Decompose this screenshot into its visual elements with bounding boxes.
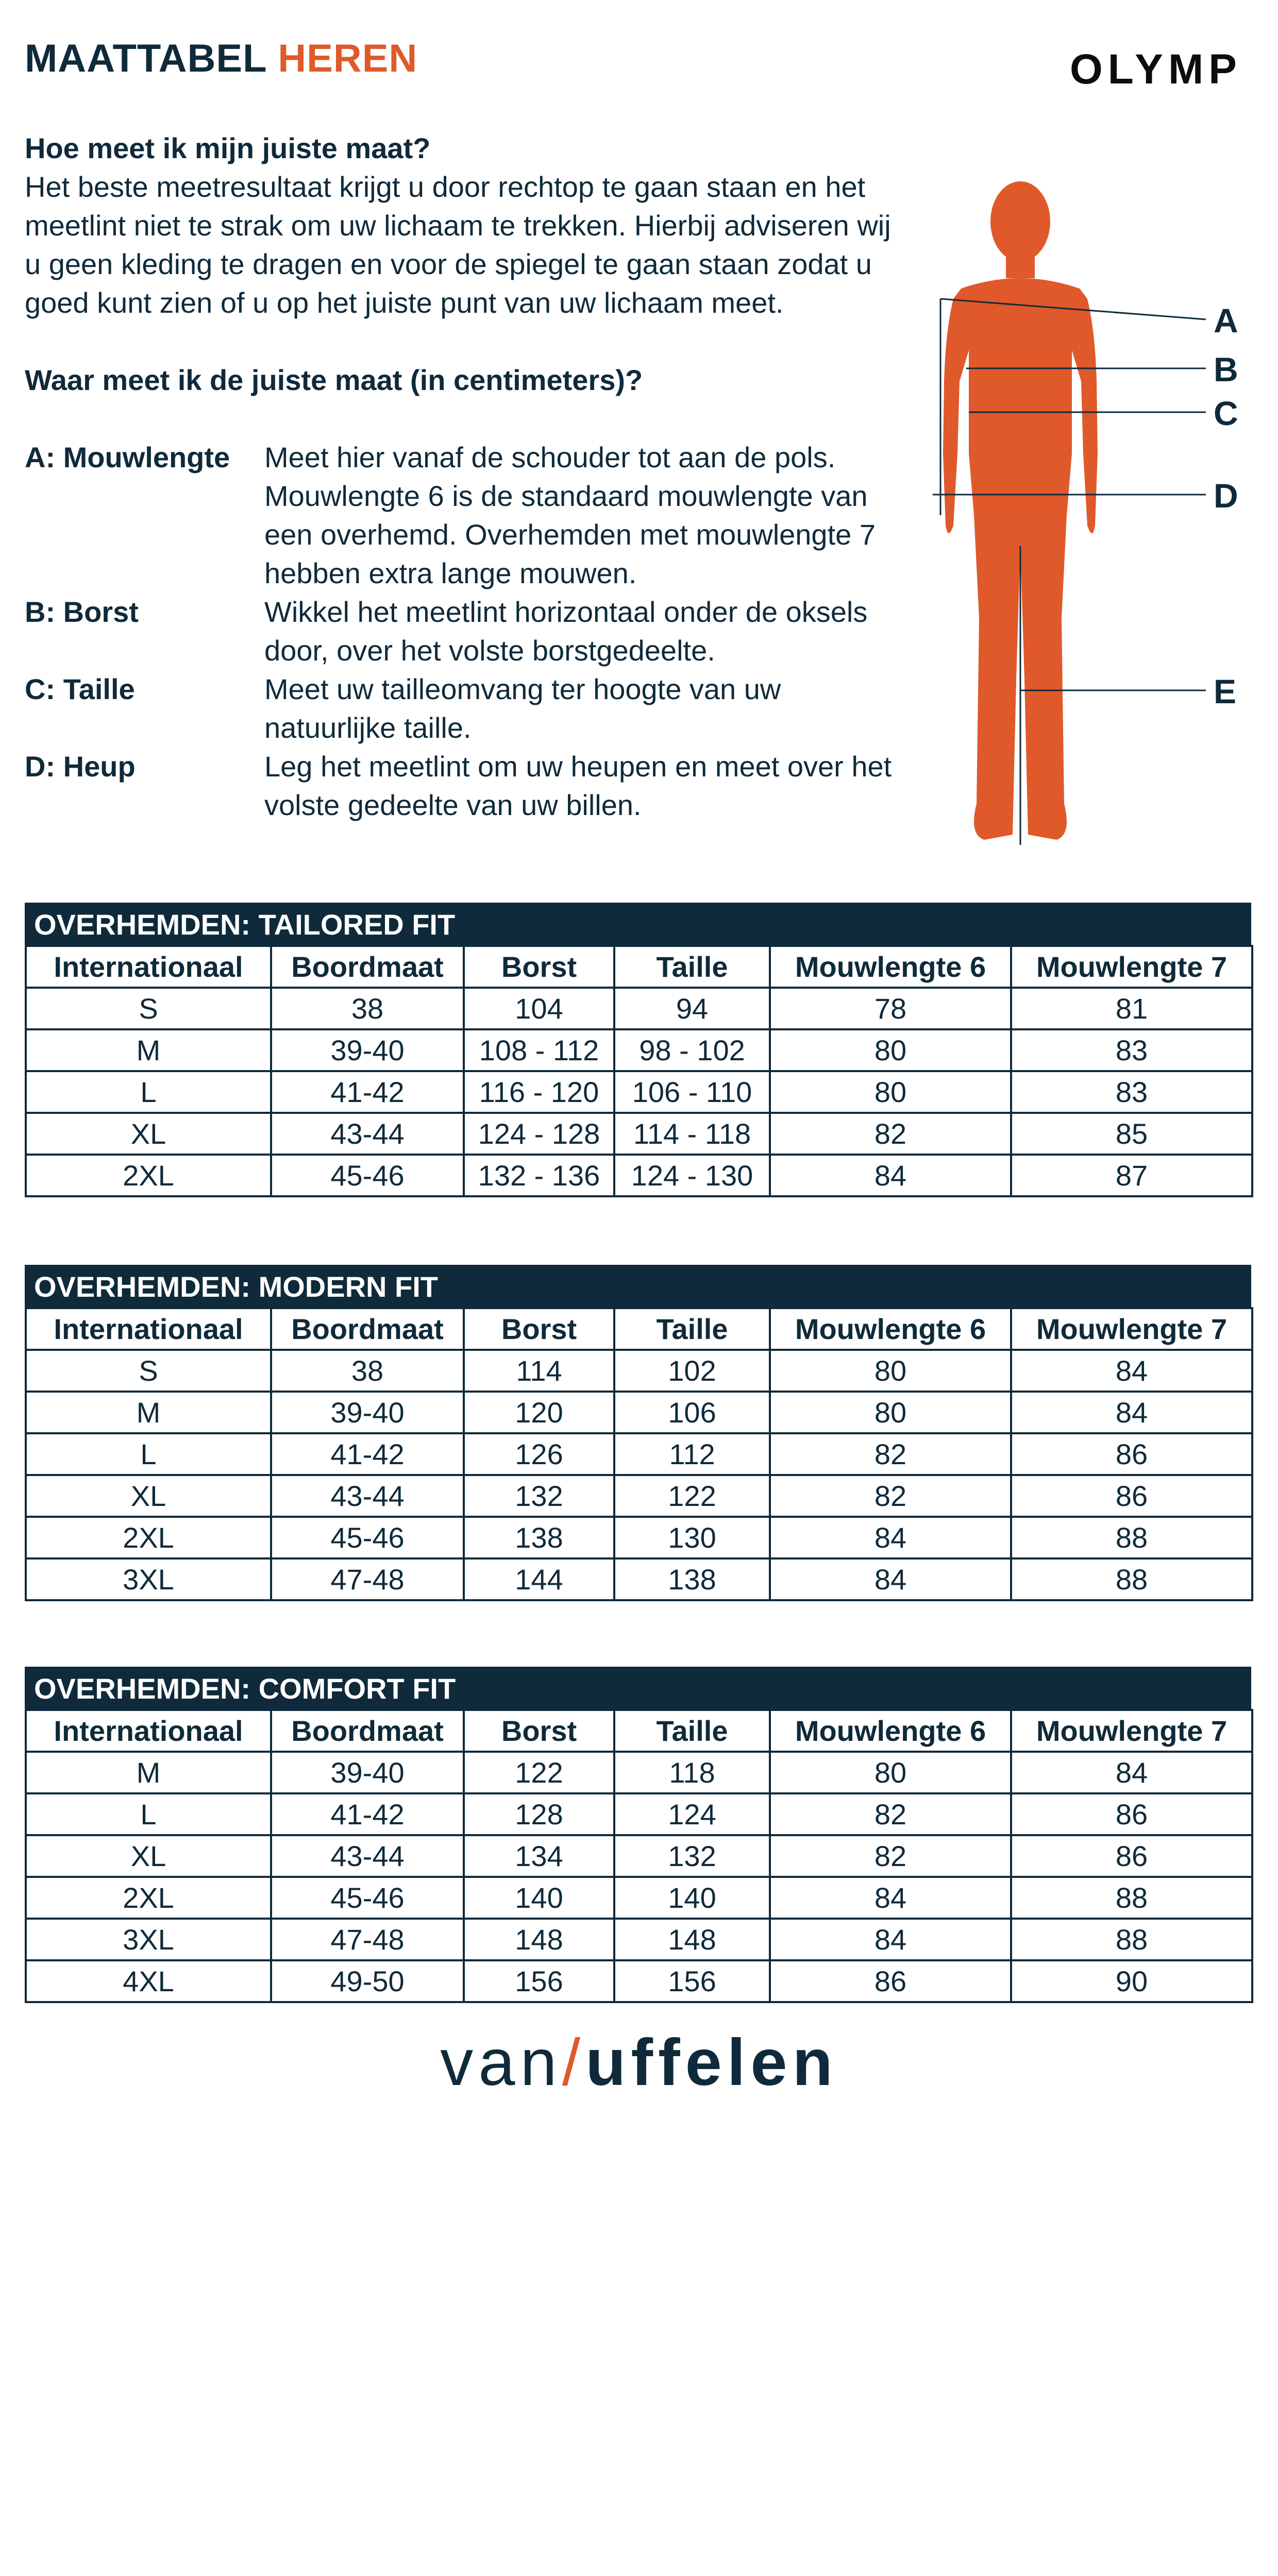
cell: 38 [271, 1350, 464, 1392]
cell: 98 - 102 [614, 1029, 770, 1071]
cell: 88 [1011, 1517, 1252, 1558]
cell: 80 [770, 1071, 1011, 1113]
col-header: Boordmaat [271, 946, 464, 988]
cell: 156 [614, 1960, 770, 2002]
cell: 124 [614, 1793, 770, 1835]
cell: 86 [1011, 1433, 1252, 1475]
col-header: Internationaal [26, 946, 271, 988]
cell: 134 [464, 1835, 614, 1877]
cell: 47-48 [271, 1558, 464, 1600]
label-e: E [1214, 672, 1237, 710]
brand-slash: / [562, 2026, 586, 2099]
cell: 116 - 120 [464, 1071, 614, 1113]
cell: XL [26, 1835, 271, 1877]
cell: 43-44 [271, 1835, 464, 1877]
label-d: D [1214, 477, 1238, 515]
cell: 128 [464, 1793, 614, 1835]
table-row [26, 1350, 1252, 1392]
van-uffelen-logo [0, 2025, 1278, 2100]
cell: 84 [770, 1155, 1011, 1196]
table-row [26, 1793, 1252, 1835]
table-row [26, 1155, 1252, 1196]
col-header: Borst [464, 946, 614, 988]
definition-taille [25, 670, 911, 747]
cell: 47-48 [271, 1919, 464, 1960]
cell: 87 [1011, 1155, 1252, 1196]
cell: 78 [770, 988, 1011, 1029]
cell: 112 [614, 1433, 770, 1475]
cell: 82 [770, 1433, 1011, 1475]
col-header: Taille [614, 946, 770, 988]
cell: 84 [770, 1919, 1011, 1960]
cell: 41-42 [271, 1433, 464, 1475]
cell: 3XL [26, 1558, 271, 1600]
col-header: Mouwlengte 7 [1011, 1308, 1252, 1350]
title-main: MAATTABEL [25, 37, 267, 80]
cell: 102 [614, 1350, 770, 1392]
cell: 108 - 112 [464, 1029, 614, 1071]
page-title [25, 36, 417, 81]
title-accent: HEREN [278, 37, 418, 80]
cell: 86 [1011, 1793, 1252, 1835]
cell: 114 [464, 1350, 614, 1392]
cell: 86 [1011, 1475, 1252, 1517]
cell: M [26, 1392, 271, 1433]
cell: 41-42 [271, 1793, 464, 1835]
intro-section [25, 129, 911, 399]
cell: 4XL [26, 1960, 271, 2002]
header-row [26, 946, 1252, 988]
body-measurement-figure [917, 165, 1257, 876]
label-b: B [1214, 350, 1238, 388]
col-header: Mouwlengte 7 [1011, 1710, 1252, 1752]
cell: L [26, 1071, 271, 1113]
definition-mouwlengte [25, 438, 911, 592]
col-header: Borst [464, 1710, 614, 1752]
cell: 45-46 [271, 1877, 464, 1919]
cell: 45-46 [271, 1155, 464, 1196]
definition-term: B: Borst [25, 596, 139, 628]
cell: 104 [464, 988, 614, 1029]
cell: 90 [1011, 1960, 1252, 2002]
cell: L [26, 1433, 271, 1475]
cell: 126 [464, 1433, 614, 1475]
definition-heup [25, 747, 911, 824]
col-header: Internationaal [26, 1308, 271, 1350]
col-header: Boordmaat [271, 1308, 464, 1350]
table-title: OVERHEMDEN: TAILORED FIT [25, 903, 1251, 945]
cell: 132 [614, 1835, 770, 1877]
cell: 80 [770, 1752, 1011, 1793]
col-header: Taille [614, 1710, 770, 1752]
cell: 106 - 110 [614, 1071, 770, 1113]
table-title: OVERHEMDEN: MODERN FIT [25, 1265, 1251, 1307]
cell: 130 [614, 1517, 770, 1558]
intro-text: Het beste meetresultaat krijgt u door rechtop te gaan staan en het meetlint niet te strak om uw lichaam te trekken. Hierbij adviseren wij u geen kleding te dragen en voor de spiegel te gaan staan zodat u goed kunt zien of u op het juiste punt van uw lichaam meet. [25, 171, 891, 319]
cell: XL [26, 1113, 271, 1155]
table-title: OVERHEMDEN: COMFORT FIT [25, 1667, 1251, 1709]
definition-desc: Meet uw tailleomvang ter hoogte van uw natuurlijke taille. [264, 673, 781, 744]
cell: 84 [1011, 1752, 1252, 1793]
cell: 148 [614, 1919, 770, 1960]
cell: 84 [770, 1558, 1011, 1600]
table-row [26, 1558, 1252, 1600]
cell: 88 [1011, 1877, 1252, 1919]
cell: S [26, 988, 271, 1029]
cell: 45-46 [271, 1517, 464, 1558]
definition-term: A: Mouwlengte [25, 441, 230, 473]
cell: 124 - 128 [464, 1113, 614, 1155]
cell: 138 [614, 1558, 770, 1600]
table-comfort-fit [25, 1667, 1251, 2003]
cell: 84 [770, 1517, 1011, 1558]
col-header: Mouwlengte 6 [770, 1710, 1011, 1752]
cell: 43-44 [271, 1475, 464, 1517]
cell: 94 [614, 988, 770, 1029]
cell: 132 - 136 [464, 1155, 614, 1196]
col-header: Internationaal [26, 1710, 271, 1752]
cell: 86 [770, 1960, 1011, 2002]
size-table [25, 945, 1253, 1197]
col-header: Mouwlengte 7 [1011, 946, 1252, 988]
table-row [26, 1392, 1252, 1433]
col-header: Mouwlengte 6 [770, 946, 1011, 988]
definition-term: D: Heup [25, 750, 136, 783]
cell: 2XL [26, 1877, 271, 1919]
cell: 84 [770, 1877, 1011, 1919]
cell: 86 [1011, 1835, 1252, 1877]
cell: 82 [770, 1475, 1011, 1517]
intro-question: Hoe meet ik mijn juiste maat? [25, 132, 431, 164]
cell: 81 [1011, 988, 1252, 1029]
cell: 140 [464, 1877, 614, 1919]
size-table [25, 1709, 1253, 2003]
definition-desc: Meet hier vanaf de schouder tot aan de pols. Mouwlengte 6 is de standaard mouwlengte van een overhemd. Overhemden met mouwlengte 7 hebben extra lange mouwen. [264, 441, 876, 589]
table-row [26, 1960, 1252, 2002]
table-row [26, 1029, 1252, 1071]
cell: 49-50 [271, 1960, 464, 2002]
measure-question: Waar meet ik de juiste maat (in centimeters)? [25, 364, 643, 396]
cell: 138 [464, 1517, 614, 1558]
cell: 43-44 [271, 1113, 464, 1155]
cell: 114 - 118 [614, 1113, 770, 1155]
cell: S [26, 1350, 271, 1392]
cell: 144 [464, 1558, 614, 1600]
cell: 118 [614, 1752, 770, 1793]
cell: 88 [1011, 1919, 1252, 1960]
cell: 2XL [26, 1517, 271, 1558]
cell: 80 [770, 1029, 1011, 1071]
definition-desc: Leg het meetlint om uw heupen en meet over het volste gedeelte van uw billen. [264, 750, 892, 821]
cell: 88 [1011, 1558, 1252, 1600]
table-row [26, 1919, 1252, 1960]
cell: 83 [1011, 1071, 1252, 1113]
cell: 39-40 [271, 1752, 464, 1793]
cell: 82 [770, 1793, 1011, 1835]
cell: 85 [1011, 1113, 1252, 1155]
cell: 120 [464, 1392, 614, 1433]
cell: 122 [464, 1752, 614, 1793]
col-header: Boordmaat [271, 1710, 464, 1752]
cell: 39-40 [271, 1392, 464, 1433]
cell: 122 [614, 1475, 770, 1517]
cell: 39-40 [271, 1029, 464, 1071]
cell: 3XL [26, 1919, 271, 1960]
cell: 106 [614, 1392, 770, 1433]
col-header: Mouwlengte 6 [770, 1308, 1011, 1350]
table-row [26, 1752, 1252, 1793]
cell: 156 [464, 1960, 614, 2002]
cell: L [26, 1793, 271, 1835]
definition-desc: Wikkel het meetlint horizontaal onder de oksels door, over het volste borstgedeelte. [264, 596, 868, 667]
table-row [26, 1475, 1252, 1517]
cell: 148 [464, 1919, 614, 1960]
cell: M [26, 1752, 271, 1793]
cell: 124 - 130 [614, 1155, 770, 1196]
cell: 132 [464, 1475, 614, 1517]
olymp-logo: OLYMP [1069, 46, 1242, 93]
cell: 38 [271, 988, 464, 1029]
definition-term: C: Taille [25, 673, 135, 705]
cell: XL [26, 1475, 271, 1517]
table-row [26, 1433, 1252, 1475]
table-row [26, 1835, 1252, 1877]
cell: 41-42 [271, 1071, 464, 1113]
cell: 82 [770, 1835, 1011, 1877]
cell: 80 [770, 1392, 1011, 1433]
brand-part1: van [440, 2026, 562, 2099]
cell: 82 [770, 1113, 1011, 1155]
table-row [26, 1517, 1252, 1558]
table-row [26, 988, 1252, 1029]
table-modern-fit [25, 1265, 1251, 1601]
cell: 84 [1011, 1350, 1252, 1392]
table-row [26, 1877, 1252, 1919]
definition-borst [25, 592, 911, 670]
cell: 2XL [26, 1155, 271, 1196]
label-a: A [1214, 301, 1238, 340]
cell: 83 [1011, 1029, 1252, 1071]
cell: M [26, 1029, 271, 1071]
header-row [26, 1710, 1252, 1752]
table-row [26, 1071, 1252, 1113]
size-table [25, 1307, 1253, 1601]
cell: 84 [1011, 1392, 1252, 1433]
label-c: C [1214, 394, 1238, 432]
table-row [26, 1113, 1252, 1155]
cell: 80 [770, 1350, 1011, 1392]
table-tailored-fit [25, 903, 1251, 1197]
col-header: Borst [464, 1308, 614, 1350]
cell: 140 [614, 1877, 770, 1919]
header-row [26, 1308, 1252, 1350]
col-header: Taille [614, 1308, 770, 1350]
brand-part2: uffelen [585, 2026, 838, 2099]
